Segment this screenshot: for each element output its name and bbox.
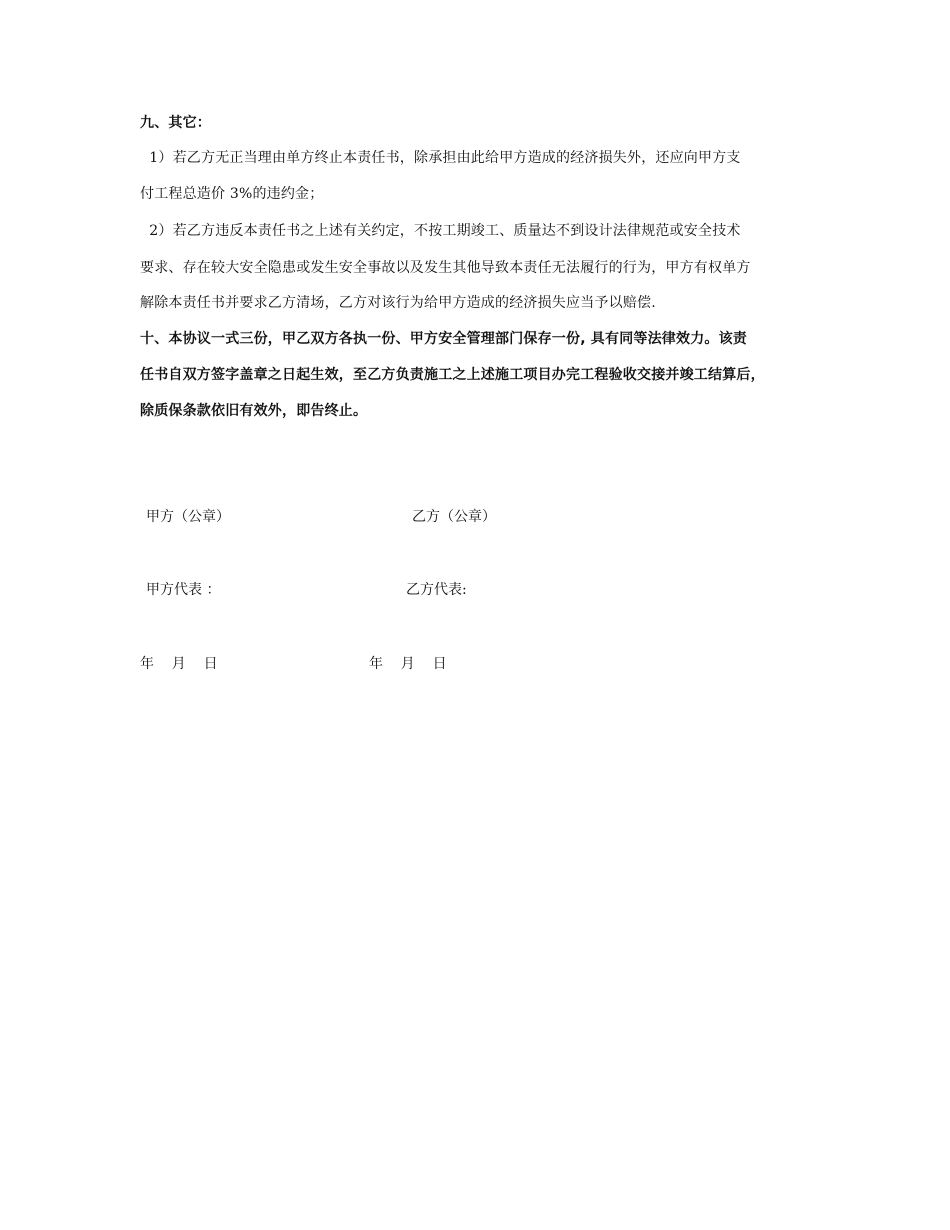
section-9-item-2-line-2: 要求、存在较大安全隐患或发生安全事故以及发生其他导致本责任无法履行的行为，甲方有权单方: [140, 260, 751, 276]
section-10-line-3: 除质保条款依旧有效外，即告终止。: [140, 403, 368, 419]
section-10-line-2: 任书自双方签字盖章之日起生效，至乙方负责施工之上述施工项目办完工程验收交接并竣工结算后，: [140, 367, 765, 383]
party-b-seal-label: 乙方（公章）: [412, 509, 496, 525]
section-9-heading: 九、其它：: [140, 115, 211, 131]
section-9-item-1-line-1: 1）若乙方无正当理由单方终止本责任书，除承担由此给甲方造成的经济损失外，还应向甲方支: [140, 150, 741, 166]
section-10-line-1: 十、本协议一式三份，甲乙双方各执一份、甲方安全管理部门保存一份, 具有同等法律效力。该责: [140, 331, 747, 347]
section-9-item-1-line-2: 付工程总造价 3%的违约金；: [140, 186, 324, 202]
party-a-representative-label: 甲方代表 ：: [146, 582, 221, 598]
party-b-date-label: 年 月 日: [369, 656, 447, 672]
section-9-item-2-line-1: 2）若乙方违反本责任书之上述有关约定，不按工期竣工、质量达不到设计法律规范或安全技术: [140, 223, 741, 239]
party-b-representative-label: 乙方代表:: [406, 582, 467, 598]
section-9-item-2-line-3: 解除本责任书并要求乙方清场，乙方对该行为给甲方造成的经济损失应当予以赔偿.: [140, 295, 656, 311]
party-a-seal-label: 甲方（公章）: [146, 509, 230, 525]
party-a-date-label: 年 月 日: [140, 656, 218, 672]
